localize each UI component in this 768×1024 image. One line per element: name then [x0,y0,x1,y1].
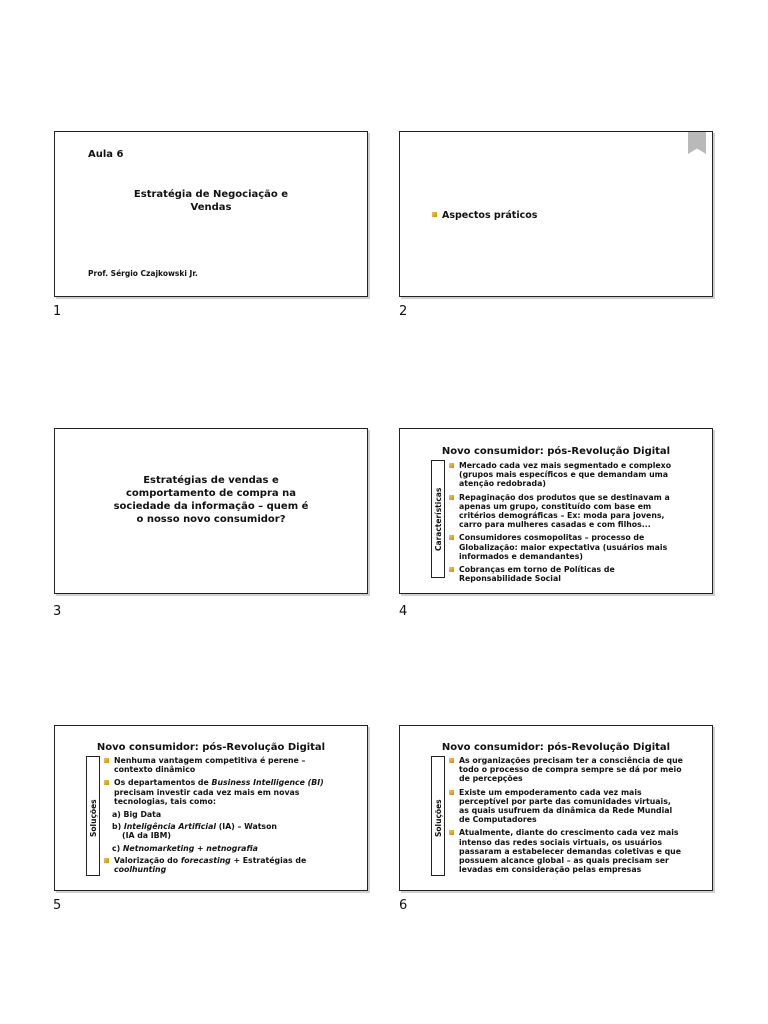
slide-2 [399,131,713,297]
list-item: Consumidores cosmopolitas – processo de Globalização: maior expectativa (usuários mais informados e demandantes) [449,533,681,561]
slide-number-2: 2 [399,304,408,319]
list-item: Cobranças em torno de Políticas de Reponsabilidade Social [449,565,681,583]
bullet-list [449,461,681,587]
bullet-icon [449,830,454,835]
slide-title: Novo consumidor: pós-Revolução Digital [96,742,326,753]
slide-6 [399,725,713,891]
bullet-list [104,756,344,878]
question-line-4: o nosso novo consumidor? [136,514,286,525]
sub-item-a: a) Big Data [112,810,162,820]
slide-3 [54,428,368,594]
bullet-list [432,210,692,225]
list-item: Atualmente, diante do crescimento cada vez mais intenso das redes sociais virtuais, os usuários passaram a estabelecer demandas coletivas e que possuem alcance global – as quais precisam ser levadas em consideração pelas empresas [449,828,683,874]
list-item: Os departamentos de Business Intelligence (BI) precisam investir cada vez mais em novas tecnologias, tais como: [104,778,344,806]
list-item: Repaginação dos produtos que se destinavam a apenas um grupo, constituído com base em critérios demográficas – Ex: moda para jovens, carro para mulheres casadas e com filhos... [449,493,681,530]
side-label-box [431,756,445,876]
list-item: Aspectos práticos [432,210,692,221]
list-item: Nenhuma vantagem competitiva é perene – contexto dinâmico [104,756,344,774]
bullet-icon [432,212,437,217]
list-item: As organizações precisam ter a consciência de que todo o processo de compra sempre se dá por meio de percepções [449,756,683,784]
lesson-heading: Aula 6 [88,149,124,160]
bullet-icon [449,495,454,500]
slide-title: Novo consumidor: pós-Revolução Digital [441,742,671,753]
slide-title-line-1: Estratégia de Negociação e [133,189,289,200]
slide-question [55,474,367,526]
side-label: Características [434,487,443,551]
question-line-2: comportamento de compra na [126,488,296,499]
author: Prof. Sérgio Czajkowski Jr. [88,269,198,278]
slide-5 [54,725,368,891]
list-item: Mercado cada vez mais segmentado e complexo (grupos mais específicos e que demandam uma atenção redobrada) [449,461,681,489]
slide-number-6: 6 [399,898,408,913]
slide-4 [399,428,713,594]
slide-number-5: 5 [53,898,62,913]
list-item: Existe um empoderamento cada vez mais perceptível por parte das comunidades virtuais, as quais usufruem da dinâmica da Rede Mundial de Computadores [449,788,683,825]
bullet-icon [449,758,454,763]
slide-title-line-2: Vendas [190,202,232,213]
sub-item-c: c) Netnomarketing + netnografia [112,843,258,853]
bullet-icon [449,535,454,540]
slide-title: Novo consumidor: pós-Revolução Digital [441,446,671,457]
bullet-list [449,756,683,878]
bullet-icon [104,758,109,763]
side-label-box [86,756,100,876]
bullet-icon [449,463,454,468]
bullet-icon [449,790,454,795]
question-line-3: sociedade da informação – quem é [113,501,309,512]
bookmark-icon [688,132,706,154]
list-item: Valorização do forecasting + Estratégias de coolhunting [104,856,344,874]
bullet-icon [104,780,109,785]
question-line-1: Estratégias de vendas e [143,475,279,486]
slide-number-3: 3 [53,604,62,619]
slide-1 [54,131,368,297]
side-label: Soluções [434,799,443,837]
bullet-icon [449,567,454,572]
side-label: Soluções [89,799,98,837]
bullet-icon [104,858,109,863]
slide-number-1: 1 [53,304,62,319]
side-label-box [431,460,445,578]
slide-number-4: 4 [399,604,408,619]
slide-title [55,188,367,214]
sub-item-b: b) Inteligência Artificial (IA) – Watson (IA da IBM) [112,822,277,841]
